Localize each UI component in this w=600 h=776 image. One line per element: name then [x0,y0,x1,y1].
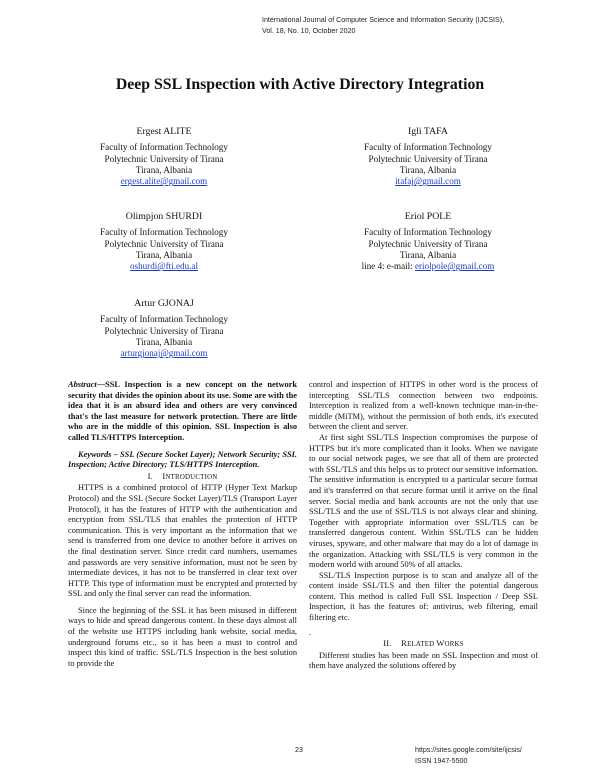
abstract-label: Abstract [68,380,97,389]
paragraph: HTTPS is a combined protocol of HTTP (Hyper Text Markup Protocol) and the SSL (Secure Socket Layer)/TLS (Transport Layer Protocol), it has the features of HTTP with the authentication and encryption from SSL/TLS that enables the protection of HTTP communication. This is very important as the information that we send is transferred from one device to another before it arrives on the final destination server. Since credit card numbers, usernames and passwords are very sensitive information, must not be seen by intermediate devices, it has not to be transferred in clear text over HTTP. This type of information must be encrypted and protected by SSL and only the final server can read the information. [68,483,297,599]
paragraph: Different studies has been made on SSL Inspection and most of them have analyzed the solutions offered by [309,650,538,671]
section-heading-related-works [309,638,538,651]
author-city: Tirana, Albania [135,164,193,175]
author-city: Tirana, Albania [399,164,457,175]
journal-name: International Journal of Computer Science and Information Security (IJCSIS), [262,16,505,24]
author-name: Artur GJONAJ [134,298,194,309]
journal-volume: Vol. 18, No. 10, October 2020 [262,27,356,35]
author-email-link[interactable]: oshurdi@fti.edu.al [130,261,198,272]
left-column [68,380,297,669]
author-block [308,211,548,272]
paper-title: Deep SSL Inspection with Active Directory Integration [115,76,485,93]
paragraph: At first sight SSL/TLS Inspection compromises the purpose of HTTPS but it's more complicated than it looks. When we navigate to our social network pages, we see that all of them are protected with SSL/TLS and this helps us to protect our sensitive information. The sensitive information is encrypted to a particular secure format and it's transferred on that secure format until it arrive on the final server. Social media and bank accounts are not the only that use SSL/TLS and the use of SSL/TLS is not always clear and shining. Together with appropriate information over SSL/TLS can be transferred dangerous content. Within SSL/TLS can be hidden viruses, spyware, and other malware that may do a lot of damage in the organization. Attacking with SSL/TLS is very common in the modern world with around 50% of all attacks. [309,432,538,570]
author-university: Polytechnic University of Tirana [368,238,488,249]
author-email-link[interactable]: arturgjonaj@gmail.com [120,348,208,359]
section-title-initial: I [162,470,166,481]
abstract-text: —SSL Inspection is a new concept on the network security that divides the opinion about its use. Some are with the idea that it is an absurd idea and others are very convinced that's the last measure for network protection. There are little who are in the middle of this opinion. SSL Inspection is also called TLS/HTTPS Interception. [68,380,297,442]
keywords-text: SSL (Secure Socket Layer); Network Security; SSI. Inspection; Active Directory; TLS/HTTPS Interception. [68,449,297,470]
author-email-link[interactable]: ergest.alite@gmail.com [120,176,208,187]
journal-header [262,15,504,37]
section-title-rest: ELATED [407,641,437,649]
author-block [44,211,284,272]
section-title-initial: R [401,638,408,649]
section-numeral: II. [383,638,392,649]
footer-url[interactable]: https://sites.google.com/site/ijcsis/ [415,746,522,754]
author-city: Tirana, Albania [135,336,193,347]
keywords-label: Keywords – [78,449,118,459]
stray-dot: . [309,627,312,637]
paragraph: SSL/TLS Inspection purpose is to scan and analyze all of the content inside SSL/TLS and then filter the potential dangerous content. This method is called Full SSL Inspection / Deep SSL Inspection, it has the features of: antivirus, web filtering, email filtering etc. [309,570,538,623]
author-faculty: Faculty of Information Technology [364,142,492,153]
author-city: Tirana, Albania [399,249,457,260]
keywords [68,450,297,471]
section-title-initial: W [436,638,445,649]
section-title-rest: ORKS [444,641,464,649]
author-name: Ergest ALITE [136,126,192,137]
author-block [44,298,284,359]
author-university: Polytechnic University of Tirana [104,238,224,249]
author-email-link[interactable]: eriolpole@gmail.com [414,261,495,272]
author-name: Eriol POLE [404,211,452,222]
abstract [68,380,297,444]
author-city: Tirana, Albania [135,249,193,260]
author-faculty: Faculty of Information Technology [364,227,492,238]
right-column [309,380,538,672]
section-numeral: I. [147,470,153,481]
author-university: Polytechnic University of Tirana [104,153,224,164]
author-faculty: Faculty of Information Technology [100,314,228,325]
section-heading-introduction [68,471,297,484]
paragraph: control and inspection of HTTPS in other word is the process of intercepting SSL/TLS connection between two endpoints. Interception is realized from a well-known technique man-in-the- middle (MiTM), without the permission of both ends, it's executed between the client and server. [309,380,538,432]
footer-issn: ISSN 1947-5500 [415,756,468,765]
author-email-prefix: line 4: e-mail: [361,261,415,272]
author-name: Igli TAFA [408,126,448,137]
paragraph: Since the beginning of the SSL it has been misused in different ways to hide and spread dangerous content. In these days almost all of the website use HTTPS including bank website, social media, underground forums etc., so it has been a must to control and inspect this kind of traffic. SSL/TLS Inspection is the best solution to provide the [68,605,297,668]
author-name: Olimpjon SHURDI [125,211,203,222]
page-number: 23 [295,746,303,754]
footer-links [415,745,522,766]
author-university: Polytechnic University of Tirana [104,325,224,336]
author-block [308,126,548,187]
author-faculty: Faculty of Information Technology [100,227,228,238]
author-faculty: Faculty of Information Technology [100,142,228,153]
author-email-link[interactable]: itafaj@gmail.com [395,176,461,187]
author-university: Polytechnic University of Tirana [368,153,488,164]
section-title-rest: NTRODUCTION [165,473,218,481]
author-block [44,126,284,187]
